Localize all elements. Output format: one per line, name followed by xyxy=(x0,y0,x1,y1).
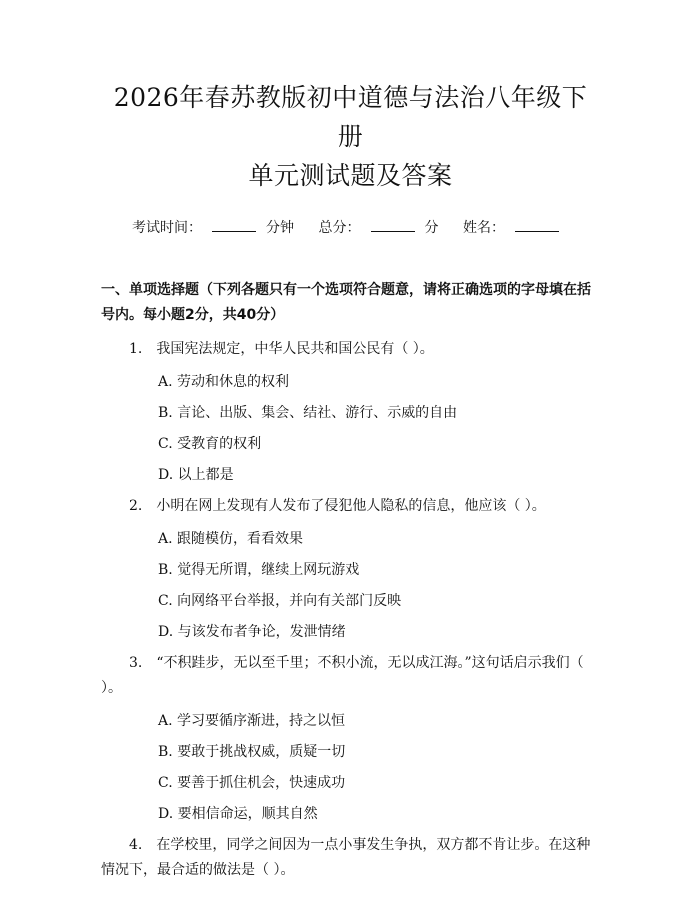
student-name-field xyxy=(463,220,569,236)
title-line-1: 2026年春苏教版初中道德与法治八年级下册 xyxy=(113,83,588,151)
question-1 xyxy=(101,337,600,485)
exam-time-blank xyxy=(212,230,256,232)
question-1-option-b: B. 言论、出版、集会、结社、游行、示威的自由 xyxy=(158,405,458,421)
exam-info-line xyxy=(101,217,600,237)
question-1-option-c: C. 受教育的权利 xyxy=(158,436,262,452)
total-score-unit: 分 xyxy=(424,220,439,236)
question-1-stem: 1. 我国宪法规定，中华人民共和国公民有（ ）。 xyxy=(129,341,434,357)
question-3-option-c: C. 要善于抓住机会，快速成功 xyxy=(158,775,346,791)
question-3 xyxy=(101,651,600,824)
title-line-2: 单元测试题及答案 xyxy=(248,161,453,190)
exam-time-field xyxy=(132,220,294,236)
question-1-option-a: A. 劳动和休息的权利 xyxy=(158,374,290,390)
section-1-heading: 一、单项选择题（下列各题只有一个选项符合题意，请将正确选项的字母填在括号内。每小题2分，共40分） xyxy=(101,282,591,323)
question-1-option-d: D. 以上都是 xyxy=(158,467,234,483)
total-score-blank xyxy=(371,230,415,232)
exam-time-label: 考试时间： xyxy=(132,220,203,236)
question-3-stem: 3. “不积跬步，无以至千里；不积小流，无以成江海。”这句话启示我们（ ）。 xyxy=(101,655,584,696)
question-2-option-d: D. 与该发布者争论，发泄情绪 xyxy=(158,624,346,640)
question-2-stem: 2. 小明在网上发现有人发布了侵犯他人隐私的信息，他应该（ ）。 xyxy=(129,498,546,514)
student-name-label: 姓名： xyxy=(462,220,505,236)
question-3-option-d: D. 要相信命运，顺其自然 xyxy=(158,806,318,822)
question-2-option-b: B. 觉得无所谓，继续上网玩游戏 xyxy=(158,562,360,578)
total-score-label: 总分： xyxy=(318,220,361,236)
question-2-option-a: A. 跟随模仿，看看效果 xyxy=(158,531,304,547)
exam-time-unit: 分钟 xyxy=(266,220,295,236)
question-2-option-c: C. 向网络平台举报，并向有关部门反映 xyxy=(158,593,402,609)
student-name-blank xyxy=(515,230,559,232)
question-3-option-a: A. 学习要循序渐进，持之以恒 xyxy=(158,713,346,729)
question-3-option-b: B. 要敢于挑战权威，质疑一切 xyxy=(158,744,346,760)
question-4-stem: 4. 在学校里，同学之间因为一点小事发生争执，双方都不肯让步。在这种情况下，最合适的做法是（ ）。 xyxy=(101,837,591,878)
question-4 xyxy=(101,833,600,883)
question-2 xyxy=(101,494,600,642)
exam-title xyxy=(101,78,600,195)
total-score-field xyxy=(319,220,439,236)
